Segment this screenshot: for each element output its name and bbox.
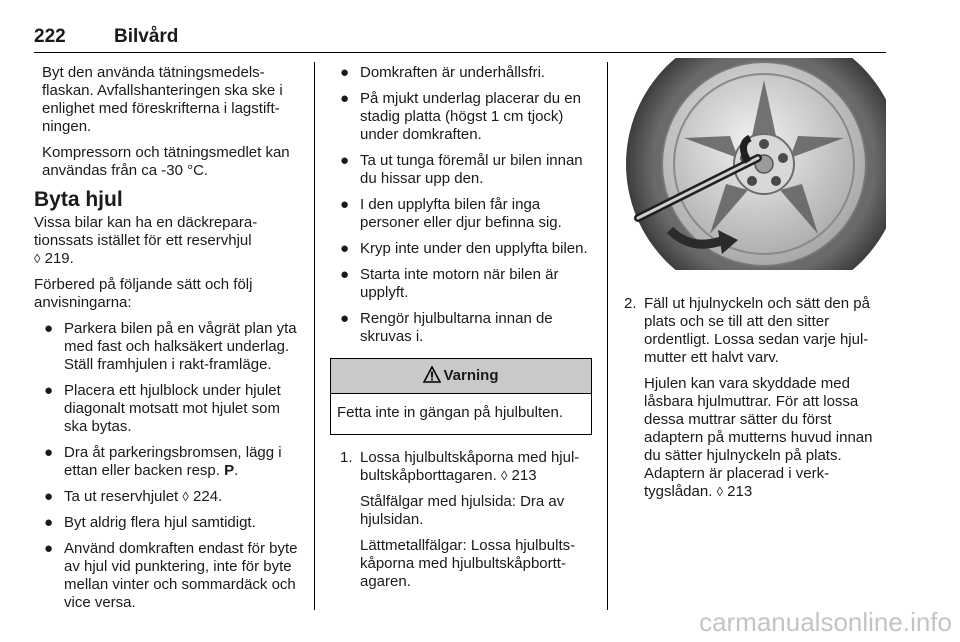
bullet-icon: ● xyxy=(340,64,350,81)
intro-paragraph-2: Kompressorn och tätningsmedlet kan användas från ca -30 °C. xyxy=(42,144,290,179)
step-2-detail xyxy=(644,375,886,501)
step-item xyxy=(340,449,592,591)
chapter-title: Bilvård xyxy=(114,26,179,47)
step-2-detail-text: Hjulen kan vara skyddade med låsbara hjulmuttrar. För att lossa dessa muttrar sätter du först adaptern på mutterns huvud innan du sätter hjulnyckeln på plats. Adaptern är placerad i verk-tygslådan. xyxy=(644,375,873,500)
list-item xyxy=(330,152,592,188)
warning-triangle-icon xyxy=(423,366,441,383)
list-item-text: Placera ett hjulblock under hjulet diagonalt motsatt mot hjulet som ska bytas. xyxy=(64,382,281,435)
list-item xyxy=(330,240,592,258)
list-item-text: Dra åt parkeringsbromsen, lägg i ettan eller backen resp. xyxy=(64,444,282,479)
jack-list xyxy=(330,64,592,346)
list-item-text: Byt aldrig flera hjul samtidigt. xyxy=(64,514,256,531)
step-number: 1. xyxy=(340,449,353,466)
step-text xyxy=(360,449,592,485)
warning-box xyxy=(330,358,592,435)
bullet-icon: ● xyxy=(340,266,350,283)
bullet-icon: ● xyxy=(340,90,350,107)
list-item-text: På mjukt underlag placerar du en stadig platta (högst 1 cm tjock) under domkraften. xyxy=(360,90,581,143)
page-ref-icon: ◊ xyxy=(716,484,723,499)
warning-title: Varning xyxy=(443,367,499,384)
bullet-icon: ● xyxy=(44,382,54,399)
step-1-steel: Stålfälgar med hjulsida: Dra av hjulsidan. xyxy=(360,493,565,528)
section-heading: Byta hjul xyxy=(34,188,123,211)
list-item xyxy=(34,488,302,506)
step-1-text: Lossa hjulbultskåporna med hjul-bultskåpborttagaren. xyxy=(360,449,580,484)
page-ref-link[interactable]: 213 xyxy=(727,483,753,500)
bullet-icon: ● xyxy=(44,320,54,337)
list-item xyxy=(330,266,592,302)
header-rule xyxy=(34,52,886,53)
bullet-icon: ● xyxy=(340,196,350,213)
steps-list-2 xyxy=(624,295,886,501)
paragraph-spare-wheel-text: Vissa bilar kan ha en däckrepara-tionssats istället för ett reservhjul xyxy=(34,214,258,249)
watermark: carmanualsonline.info xyxy=(699,607,952,637)
page-ref-link[interactable]: 219. xyxy=(44,250,74,267)
list-item-text: Använd domkraften endast för byte av hjul vid punktering, inte för byte mellan vinter och sommardäck och vice versa. xyxy=(64,540,298,611)
list-item-text: Parkera bilen på en vågrät plan yta med fast och halksäkert underlag. Ställ framhjulen i rakt-framläge. xyxy=(64,320,297,373)
paragraph-spare-wheel xyxy=(34,214,302,268)
intro-block xyxy=(34,64,302,180)
page-ref-link[interactable]: 224. xyxy=(193,488,223,505)
list-item xyxy=(34,444,302,480)
page-number: 222 xyxy=(34,26,66,47)
step-2-text: Fäll ut hjulnyckeln och sätt den på plats och se till att den sitter ordentligt. Lossa sedan varje hjul-mutter ett halvt varv. xyxy=(644,295,870,366)
column-divider-right xyxy=(607,62,608,610)
list-item xyxy=(34,514,302,532)
paragraph-prepare: Förbered på följande sätt och följ anvisningarna: xyxy=(34,276,253,311)
column-divider-left xyxy=(314,62,315,610)
list-item-text: Rengör hjulbultarna innan de skruvas i. xyxy=(360,310,553,345)
page-header xyxy=(34,26,884,50)
warning-header xyxy=(331,359,591,394)
list-item xyxy=(330,310,592,346)
list-item xyxy=(34,320,302,374)
bullet-icon: ● xyxy=(44,514,54,531)
intro-paragraph-1: Byt den använda tätningsmedels-flaskan. Avfallshanteringen ska ske i enlighet med föreskrifterna i lagstift-ningen. xyxy=(42,64,283,135)
bullet-icon: ● xyxy=(44,488,54,505)
page-ref-icon: ◊ xyxy=(34,251,41,266)
gear-p-label: P xyxy=(224,462,235,479)
list-item-text: Starta inte motorn när bilen är upplyft. xyxy=(360,266,559,301)
list-item-text: I den upplyfta bilen får inga personer eller djur befinna sig. xyxy=(360,196,562,231)
page-ref-icon: ◊ xyxy=(500,468,508,483)
bullet-icon: ● xyxy=(340,310,350,327)
step-number: 2. xyxy=(624,295,637,312)
bullet-icon: ● xyxy=(340,240,350,257)
column-middle xyxy=(330,64,592,599)
step-item xyxy=(624,295,886,501)
list-item-text: Ta ut tunga föremål ur bilen innan du hissar upp den. xyxy=(360,152,583,187)
wheel-wrench-illustration xyxy=(622,58,886,270)
list-item-text: Domkraften är underhållsfri. xyxy=(360,64,546,81)
warning-text: Fetta inte in gängan på hjulbulten. xyxy=(337,404,564,421)
list-item-end: . xyxy=(234,462,239,479)
page-ref-link[interactable]: 213 xyxy=(511,467,537,484)
bullet-icon: ● xyxy=(44,444,54,461)
step-1-alloy: Lättmetallfälgar: Lossa hjulbults-kåporna med hjulbultskåpbortt-agaren. xyxy=(360,537,576,590)
steps-list-1 xyxy=(330,449,592,591)
list-item xyxy=(330,64,592,82)
list-item xyxy=(330,196,592,232)
list-item xyxy=(34,382,302,436)
list-item xyxy=(330,90,592,144)
column-left xyxy=(34,64,302,620)
list-item xyxy=(34,540,302,612)
list-item-text: Kryp inte under den upplyfta bilen. xyxy=(360,240,588,257)
page-ref-icon: ◊ xyxy=(182,489,189,504)
column-right xyxy=(624,64,886,509)
list-item-text: Ta ut reservhjulet xyxy=(64,488,179,505)
prepare-list xyxy=(34,320,302,612)
bullet-icon: ● xyxy=(340,152,350,169)
bullet-icon: ● xyxy=(44,540,54,557)
